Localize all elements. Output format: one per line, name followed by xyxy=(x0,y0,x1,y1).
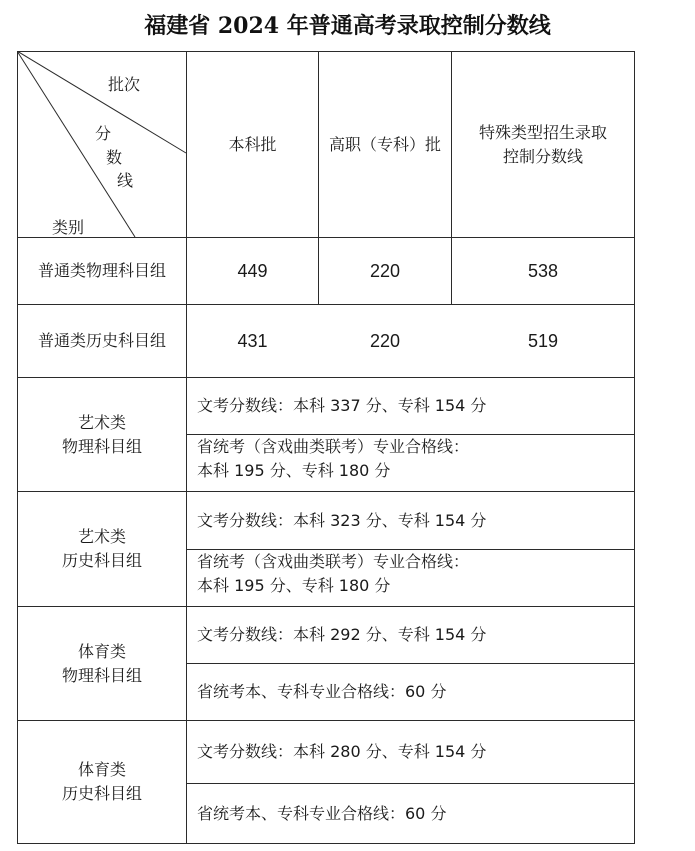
header-xian-label: 线 xyxy=(117,171,134,190)
group-category-line2: 历史科目组 xyxy=(61,784,142,803)
row-category: 普通类历史科目组 xyxy=(37,331,166,350)
row-category: 普通类物理科目组 xyxy=(37,261,166,280)
group-category-line2: 物理科目组 xyxy=(61,665,142,685)
zhuanye-line2: 本科 195 分、专科 180 分 xyxy=(197,576,391,595)
header-special-line2: 控制分数线 xyxy=(502,146,583,166)
group-category xyxy=(18,492,186,606)
group-category-line2: 历史科目组 xyxy=(61,551,142,570)
zhuanye-line: 省统考本、专科专业合格线：60 分 xyxy=(197,682,447,701)
zhuanye-line2: 本科 195 分、专科 180 分 xyxy=(197,461,391,480)
group-category-line2: 物理科目组 xyxy=(61,436,142,456)
header-special-line1: 特殊类型招生录取 xyxy=(478,122,607,142)
header-shu-label: 数 xyxy=(106,148,123,167)
special-score: 538 xyxy=(527,261,559,281)
group-category-line1: 艺术类 xyxy=(77,527,126,546)
special-score: 519 xyxy=(527,331,559,351)
header-gaozhi: 高职（专科）批 xyxy=(328,134,441,154)
zhuanye-line xyxy=(187,435,634,491)
benke-score: 431 xyxy=(237,331,268,351)
zhuanye-line: 省统考本、专科专业合格线：60 分 xyxy=(197,803,447,823)
zhuanye-line1: 省统考（含戏曲类联考）专业合格线： xyxy=(197,437,470,456)
table-border-bottom xyxy=(17,843,635,844)
wenkao-line: 文考分数线：本科 337 分、专科 154 分 xyxy=(197,396,487,415)
wenkao-line: 文考分数线：本科 292 分、专科 154 分 xyxy=(197,625,487,644)
group-category xyxy=(18,378,186,491)
header-pici-label: 批次 xyxy=(108,75,141,94)
header-benke: 本科批 xyxy=(228,134,277,154)
zhuanye-line1: 省统考（含戏曲类联考）专业合格线： xyxy=(197,552,470,571)
group-category-line1: 体育类 xyxy=(77,760,126,779)
wenkao-line: 文考分数线：本科 280 分、专科 154 分 xyxy=(197,742,487,761)
wenkao-line: 文考分数线：本科 323 分、专科 154 分 xyxy=(197,510,487,530)
header-fen-label: 分 xyxy=(95,124,112,143)
group-category xyxy=(18,607,186,720)
gaozhi-score: 220 xyxy=(369,261,401,281)
group-category-line1: 艺术类 xyxy=(77,412,126,432)
group-category-line1: 体育类 xyxy=(77,641,126,661)
zhuanye-line xyxy=(187,550,634,606)
page-title: 福建省 2024 年普通高考录取控制分数线 xyxy=(144,13,551,39)
header-leibie-label: 类别 xyxy=(52,218,85,237)
benke-score: 449 xyxy=(237,261,268,281)
gaozhi-score: 220 xyxy=(369,331,401,351)
diagonal-header-lines xyxy=(17,51,187,238)
header-special xyxy=(452,52,634,237)
group-category xyxy=(18,721,186,843)
table-border-right xyxy=(634,51,635,844)
